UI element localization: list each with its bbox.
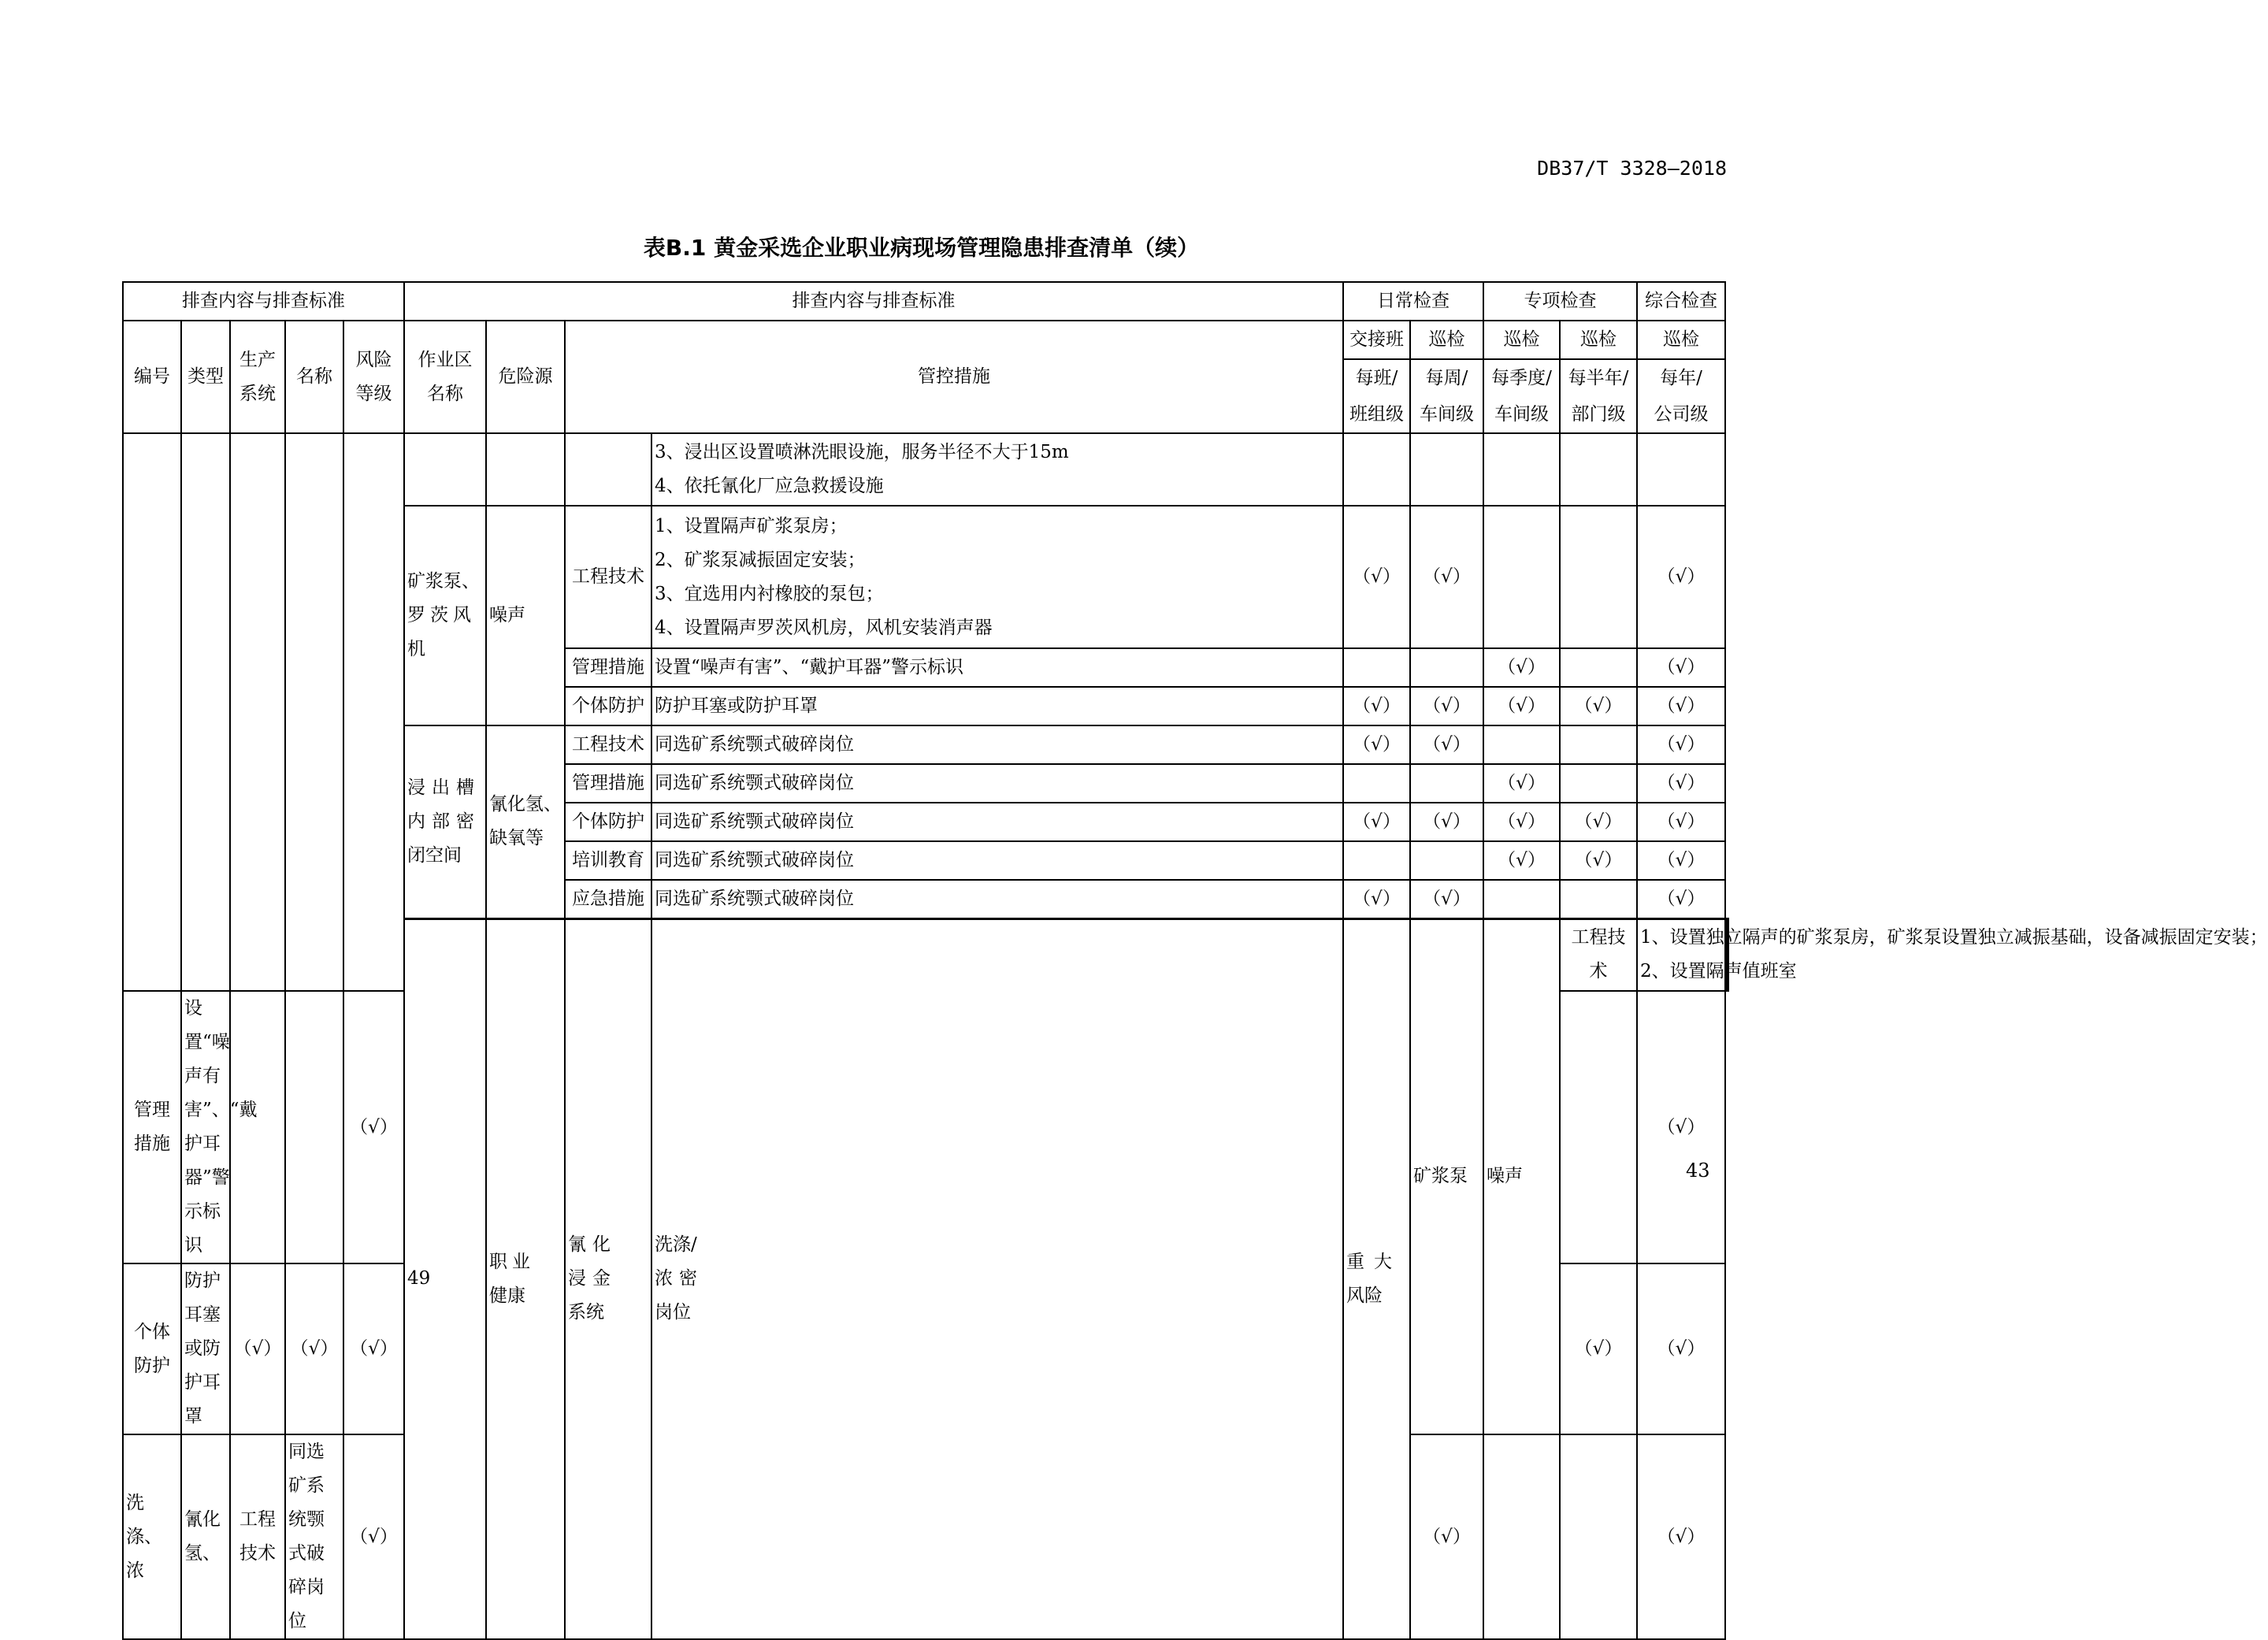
measure-cell bbox=[1637, 918, 2268, 991]
area-line: 矿浆泵、 bbox=[407, 571, 480, 592]
check-mark: （√） bbox=[1637, 506, 1725, 648]
system-line: 氰化 bbox=[568, 1234, 617, 1256]
check-mark: （√） bbox=[1637, 648, 1725, 687]
measure-line: 3、宜选用内衬橡胶的泵包； bbox=[655, 583, 884, 604]
measure-line: 4、设置隔声罗茨风机房，风机安装消声器 bbox=[655, 617, 993, 638]
cell-hazard-empty bbox=[486, 433, 565, 506]
cell-type-empty bbox=[181, 433, 230, 991]
header-measure: 管控措施 bbox=[565, 321, 1343, 433]
check-cell bbox=[1410, 764, 1483, 803]
header-risk-line1: 风险 bbox=[355, 349, 392, 370]
cell-risk-empty bbox=[343, 433, 404, 991]
header-hazard: 危险源 bbox=[486, 321, 565, 433]
check-cell bbox=[1343, 764, 1410, 803]
area-tank bbox=[404, 725, 486, 918]
check-mark: （√） bbox=[1637, 880, 1725, 918]
check-mark: （√） bbox=[1483, 803, 1560, 841]
header-risk-line2: 等级 bbox=[355, 383, 392, 404]
category-personal: 个体防护 bbox=[565, 687, 651, 725]
measure-line: 2、矿浆泵减振固定安装； bbox=[655, 549, 866, 570]
area-pump-fan bbox=[404, 506, 486, 725]
name-line: 洗涤/ bbox=[655, 1234, 697, 1256]
header-special-check: 专项检查 bbox=[1483, 282, 1637, 321]
risk-line: 重大 bbox=[1346, 1251, 1401, 1272]
inspection-table bbox=[122, 281, 2268, 1640]
header-left-group: 排查内容与排查标准 bbox=[123, 282, 404, 321]
check-mark: （√） bbox=[1637, 764, 1725, 803]
check-cell bbox=[1560, 725, 1637, 764]
type-line: 职业 bbox=[489, 1251, 535, 1272]
measure-line: 4、依托氰化厂应急救援设施 bbox=[655, 476, 884, 496]
category-training: 培训教育 bbox=[565, 841, 651, 880]
check-mark: （√） bbox=[1637, 687, 1725, 725]
check-mark: （√） bbox=[1637, 725, 1725, 764]
check-cell bbox=[1560, 1434, 1637, 1639]
check-mark: （√） bbox=[1637, 1263, 1725, 1434]
check-mark: （√） bbox=[1637, 803, 1725, 841]
header-middle-group: 排查内容与排查标准 bbox=[404, 282, 1343, 321]
check-mark: （√） bbox=[1637, 991, 1725, 1263]
header-shift-handover: 交接班 bbox=[1343, 321, 1410, 359]
measure-cell: 同选矿系统颚式破碎岗位 bbox=[651, 764, 1343, 803]
check-cell bbox=[1483, 433, 1560, 506]
check-mark: （√） bbox=[1637, 841, 1725, 880]
category-management: 管理措施 bbox=[565, 764, 651, 803]
header-freq-week-line1: 每周/ bbox=[1425, 368, 1468, 388]
cell-system-empty bbox=[230, 433, 285, 991]
hazard-cyanide-cut: 氰化氢、 bbox=[181, 1434, 230, 1639]
check-cell bbox=[1483, 1434, 1560, 1639]
check-mark: （√） bbox=[1410, 725, 1483, 764]
check-mark: （√） bbox=[343, 1263, 404, 1434]
header-freq-shift bbox=[1343, 359, 1410, 433]
check-mark: （√） bbox=[1560, 1263, 1637, 1434]
document-code: DB37/T 3328—2018 bbox=[1537, 157, 1727, 180]
header-area bbox=[404, 321, 486, 433]
header-freq-shift-line1: 每班/ bbox=[1355, 368, 1398, 388]
header-freq-halfyear bbox=[1560, 359, 1637, 433]
check-cell bbox=[1560, 433, 1637, 506]
category-engineering: 工程技术 bbox=[565, 506, 651, 648]
header-system-line1: 生产 bbox=[239, 349, 276, 370]
check-mark: （√） bbox=[1410, 1434, 1483, 1639]
check-mark: （√） bbox=[1560, 803, 1637, 841]
header-freq-halfyear-line2: 部门级 bbox=[1571, 404, 1626, 425]
measure-line: 3、浸出区设置喷淋洗眼设施，服务半径不大于15m bbox=[655, 442, 1069, 462]
measure-cell: 同选矿系统颚式破碎岗位 bbox=[651, 725, 1343, 764]
system-line: 浸金 bbox=[568, 1268, 617, 1289]
check-mark: （√） bbox=[1343, 687, 1410, 725]
check-mark: （√） bbox=[343, 991, 404, 1263]
check-mark: （√） bbox=[1410, 506, 1483, 648]
measure-line: 1、设置隔声矿浆泵房； bbox=[655, 515, 848, 536]
measure-cell: 设置“噪声有害”、“戴护耳器”警示标识 bbox=[181, 991, 230, 1263]
area-pump: 矿浆泵 bbox=[1410, 918, 1483, 1434]
area-line: 机 bbox=[407, 639, 425, 659]
item-name bbox=[651, 918, 1343, 1639]
check-cell bbox=[1560, 764, 1637, 803]
check-cell bbox=[1343, 648, 1410, 687]
category-engineering: 工程技术 bbox=[230, 1434, 285, 1639]
category-engineering: 工程技术 bbox=[565, 725, 651, 764]
header-freq-week-line2: 车间级 bbox=[1420, 404, 1474, 425]
check-cell bbox=[1483, 506, 1560, 648]
page-number: 43 bbox=[1686, 1160, 1710, 1182]
header-patrol-4: 巡检 bbox=[1637, 321, 1725, 359]
header-area-line1: 作业区 bbox=[418, 349, 473, 370]
header-freq-quarter-line1: 每季度/ bbox=[1491, 368, 1552, 388]
name-line: 浓密 bbox=[655, 1268, 703, 1289]
item-risk bbox=[1343, 918, 1410, 1639]
hazard-line: 缺氧等 bbox=[489, 828, 544, 849]
header-freq-quarter bbox=[1483, 359, 1560, 433]
type-line: 健康 bbox=[489, 1285, 525, 1306]
header-system bbox=[230, 321, 285, 433]
check-mark: （√） bbox=[1483, 648, 1560, 687]
check-cell bbox=[285, 991, 343, 1263]
area-line: 罗茨风 bbox=[407, 605, 476, 625]
header-freq-week bbox=[1410, 359, 1483, 433]
area-line: 浸出槽 bbox=[407, 777, 481, 798]
measure-cell: 同选矿系统颚式破碎岗位 bbox=[651, 880, 1343, 918]
measure-cell: 同选矿系统颚式破碎岗位 bbox=[651, 803, 1343, 841]
header-freq-year-line1: 每年/ bbox=[1660, 368, 1702, 388]
check-cell bbox=[1483, 880, 1560, 918]
check-cell bbox=[1483, 725, 1560, 764]
check-mark: （√） bbox=[1560, 687, 1637, 725]
header-risk bbox=[343, 321, 404, 433]
category-emergency: 应急措施 bbox=[565, 880, 651, 918]
header-comprehensive-check: 综合检查 bbox=[1637, 282, 1725, 321]
check-mark: （√） bbox=[1410, 687, 1483, 725]
header-system-line2: 系统 bbox=[239, 383, 276, 404]
hazard-noise: 噪声 bbox=[1483, 918, 1560, 1434]
measure-cell: 设置“噪声有害”、“戴护耳器”警示标识 bbox=[651, 648, 1343, 687]
header-area-line2: 名称 bbox=[427, 383, 463, 404]
measure-cell: 防护耳塞或防护耳罩 bbox=[651, 687, 1343, 725]
header-freq-shift-line2: 班组级 bbox=[1349, 404, 1404, 425]
cell-no-empty bbox=[123, 433, 181, 991]
item-number: 49 bbox=[404, 918, 486, 1639]
area-line: 闭空间 bbox=[407, 844, 462, 866]
header-daily-check: 日常检查 bbox=[1343, 282, 1483, 321]
header-freq-year bbox=[1637, 359, 1725, 433]
header-type: 类型 bbox=[181, 321, 230, 433]
check-mark: （√） bbox=[1410, 880, 1483, 918]
check-mark: （√） bbox=[1343, 725, 1410, 764]
measure-cell: 防护耳塞或防护耳罩 bbox=[181, 1263, 230, 1434]
check-mark: （√） bbox=[1483, 764, 1560, 803]
header-patrol-3: 巡检 bbox=[1560, 321, 1637, 359]
check-cell bbox=[1343, 841, 1410, 880]
check-mark: （√） bbox=[1560, 841, 1637, 880]
category-personal: 个体防护 bbox=[123, 1263, 181, 1434]
category-management: 管理措施 bbox=[123, 991, 181, 1263]
check-cell bbox=[230, 991, 285, 1263]
check-cell bbox=[1410, 433, 1483, 506]
hazard-line: 氰化氢、 bbox=[489, 794, 562, 815]
cell-category-empty bbox=[565, 433, 651, 506]
measure-cell: 同选矿系统颚式破碎岗位 bbox=[285, 1434, 343, 1639]
measure-cell bbox=[651, 433, 1343, 506]
name-line: 岗位 bbox=[655, 1302, 691, 1323]
item-system bbox=[565, 918, 651, 1639]
hazard-noise: 噪声 bbox=[486, 506, 565, 725]
check-mark: （√） bbox=[1637, 1434, 1725, 1639]
check-mark: （√） bbox=[285, 1263, 343, 1434]
category-management: 管理措施 bbox=[565, 648, 651, 687]
check-mark: （√） bbox=[1343, 803, 1410, 841]
header-name: 名称 bbox=[285, 321, 343, 433]
check-cell bbox=[1560, 506, 1637, 648]
cell-area-empty bbox=[404, 433, 486, 506]
system-line: 系统 bbox=[568, 1302, 604, 1323]
check-mark: （√） bbox=[1483, 687, 1560, 725]
risk-line: 风险 bbox=[1346, 1285, 1383, 1306]
header-no: 编号 bbox=[123, 321, 181, 433]
check-cell bbox=[1410, 841, 1483, 880]
header-patrol-1: 巡检 bbox=[1410, 321, 1483, 359]
measure-cell bbox=[651, 506, 1343, 648]
check-mark: （√） bbox=[1410, 803, 1483, 841]
header-patrol-2: 巡检 bbox=[1483, 321, 1560, 359]
check-cell bbox=[1560, 648, 1637, 687]
measure-cell: 同选矿系统颚式破碎岗位 bbox=[651, 841, 1343, 880]
category-personal: 个体防护 bbox=[565, 803, 651, 841]
item-type bbox=[486, 918, 565, 1639]
hazard-cyanide bbox=[486, 725, 565, 918]
check-cell bbox=[1343, 433, 1410, 506]
measure-line: 1、设置独立隔声的矿浆泵房，矿浆泵设置独立减振基础，设备减振固定安装； bbox=[1640, 927, 2268, 948]
check-mark: （√） bbox=[1483, 841, 1560, 880]
check-cell bbox=[1560, 991, 1637, 1263]
measure-line: 2、设置隔声值班室 bbox=[1640, 961, 1797, 982]
cell-name-empty bbox=[285, 433, 343, 991]
check-mark: （√） bbox=[230, 1263, 285, 1434]
check-mark: （√） bbox=[1343, 880, 1410, 918]
check-cell bbox=[1560, 880, 1637, 918]
header-freq-quarter-line2: 车间级 bbox=[1494, 404, 1549, 425]
check-cell bbox=[1637, 433, 1725, 506]
check-mark: （√） bbox=[1343, 506, 1410, 648]
header-freq-halfyear-line1: 每半年/ bbox=[1568, 368, 1629, 388]
area-line: 内部密 bbox=[407, 811, 481, 832]
header-freq-year-line2: 公司级 bbox=[1654, 404, 1709, 425]
category-engineering: 工程技术 bbox=[1560, 918, 1637, 991]
check-cell bbox=[1410, 648, 1483, 687]
table-title: 表B.1 黄金采选企业职业病现场管理隐患排查清单（续） bbox=[643, 235, 1200, 261]
area-wash: 洗涤、浓 bbox=[123, 1434, 181, 1639]
check-mark: （√） bbox=[343, 1434, 404, 1639]
